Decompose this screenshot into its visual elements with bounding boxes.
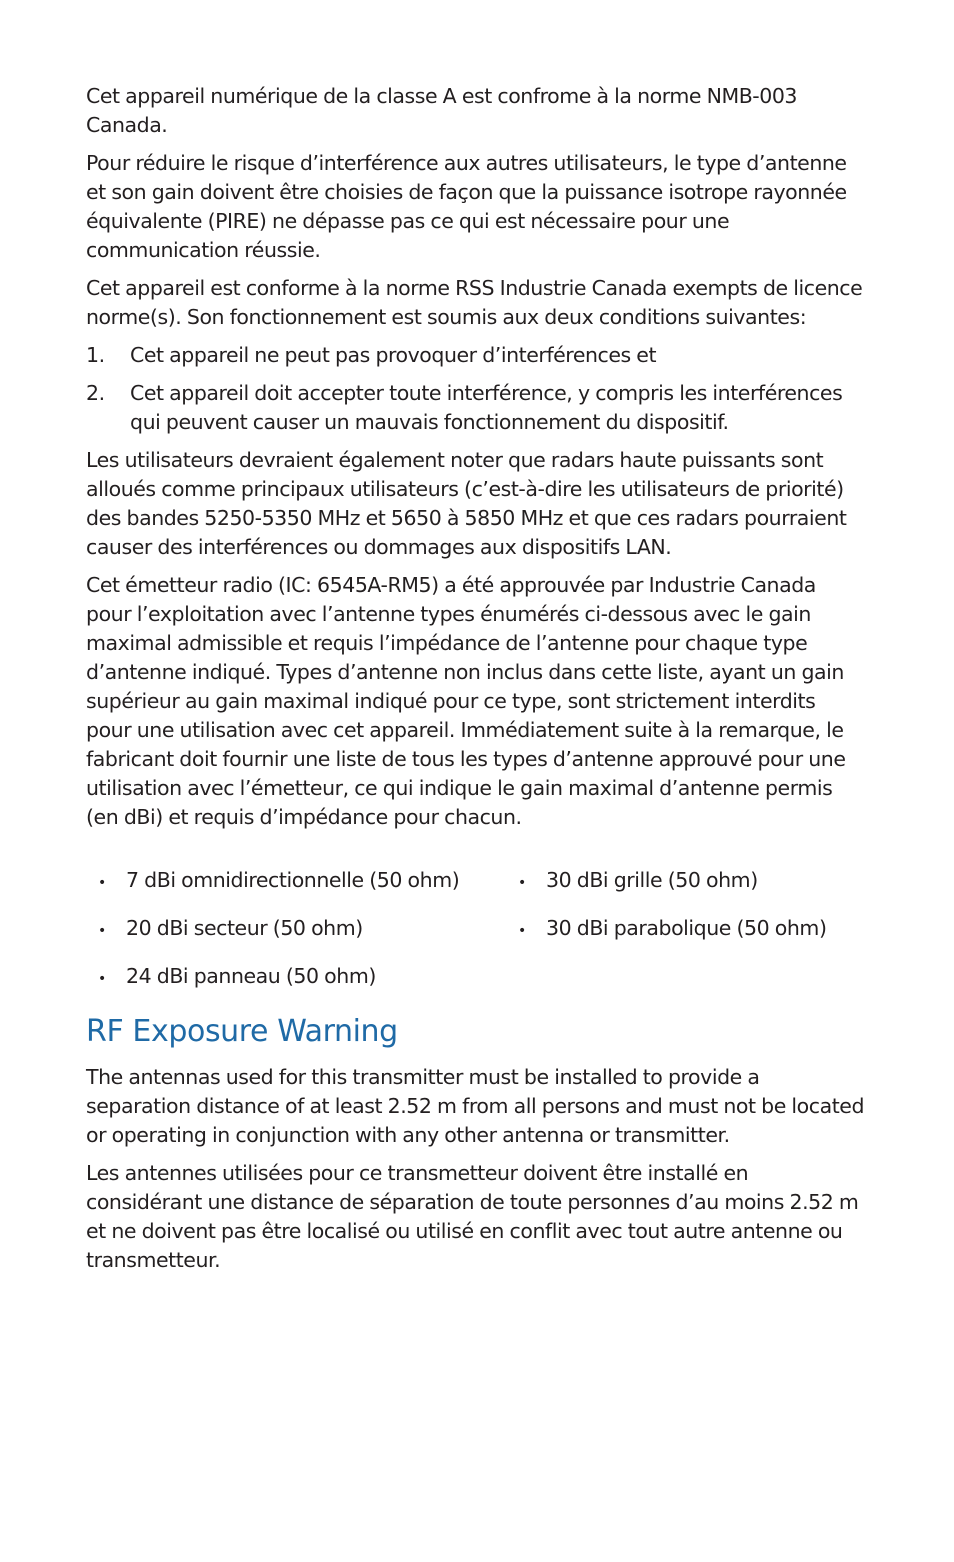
list-item-text: Cet appareil ne peut pas provoquer d’interférences et — [130, 343, 657, 367]
list-item-number: 1. — [86, 343, 105, 367]
list-item — [86, 341, 866, 370]
antenna-type-label: 20 dBi secteur (50 ohm) — [126, 916, 363, 940]
conditions-list — [86, 341, 866, 437]
antenna-type-label: 24 dBi panneau (50 ohm) — [126, 964, 376, 988]
antenna-type-label: 30 dBi parabolique (50 ohm) — [546, 916, 827, 940]
antenna-types-list — [86, 866, 866, 994]
paragraph-rf-exposure-en: The antennas used for this transmitter must be installed to provide a separation distance of at least 2.52 m from all persons and must not be located or operating in conjunction with any other antenna or transmitter. — [86, 1065, 865, 1147]
paragraph-radar-users: Les utilisateurs devraient également noter que radars haute puissants sont alloués comme principaux utilisateurs (c’est-à-dire les utilisateurs de priorité) des bandes 5250-5350 MHz et 5650 à 5850 MHz et que ces radars pourraient causer des interférences ou dommages aux dispositifs LAN. — [86, 448, 847, 559]
rf-exposure-heading: RF Exposure Warning — [86, 1014, 398, 1049]
paragraph-class-a-compliance: Cet appareil numérique de la classe A est confrome à la norme NMB-003 Canada. — [86, 84, 798, 137]
antenna-type-label: 30 dBi grille (50 ohm) — [546, 868, 758, 892]
bullet-icon: • — [518, 875, 526, 891]
paragraph-rf-exposure-fr: Les antennes utilisées pour ce transmetteur doivent être installé en considérant une distance de séparation de toute personnes d’au moins 2.52 m et ne doivent pas être localisé ou utilisé en conflit avec tout autre antenne ou transmetteur. — [86, 1161, 859, 1272]
paragraph-transmitter-approval: Cet émetteur radio (IC: 6545A-RM5) a été approuvée par Industrie Canada pour l’exploitation avec l’antenne types énumérés ci-dessous avec le gain maximal admissible et requis l’impédance de l’antenne pour chaque type d’antenne indiqué. Types d’antenne non inclus dans cette liste, ayant un gain supérieur au gain maximal indiqué pour ce type, sont strictement interdits pour une utilisation avec cet appareil. Immédiatement suite à la remarque, le fabricant doit fournir une liste de tous les types d’antenne approuvé pour une utilisation avec l’émetteur, ce qui indique le gain maximal d’antenne permis (en dBi) et requis d’impédance pour chacun. — [86, 573, 846, 829]
list-item — [518, 914, 878, 946]
list-item-number: 2. — [86, 381, 105, 405]
bullet-icon: • — [98, 923, 106, 939]
bullet-icon: • — [518, 923, 526, 939]
bullet-icon: • — [98, 971, 106, 987]
list-item — [98, 866, 518, 898]
paragraph-interference-risk: Pour réduire le risque d’interférence aux autres utilisateurs, le type d’antenne et son gain doivent être choisies de façon que la puissance isotrope rayonnée équivalente (PIRE) ne dépasse pas ce qui est nécessaire pour une communication réussie. — [86, 151, 847, 262]
paragraph-rss-conformity: Cet appareil est conforme à la norme RSS Industrie Canada exempts de licence norme(s). Son fonctionnement est soumis aux deux conditions suivantes: — [86, 276, 863, 329]
list-item — [518, 866, 878, 898]
bullet-icon: • — [98, 875, 106, 891]
document-page — [86, 82, 866, 1284]
antenna-type-label: 7 dBi omnidirectionnelle (50 ohm) — [126, 868, 460, 892]
list-item — [98, 962, 518, 994]
list-item-text: Cet appareil doit accepter toute interférence, y compris les interférences qui peuvent causer un mauvais fonctionnement du dispositif. — [130, 381, 843, 434]
list-item — [86, 379, 866, 437]
list-item — [98, 914, 518, 946]
